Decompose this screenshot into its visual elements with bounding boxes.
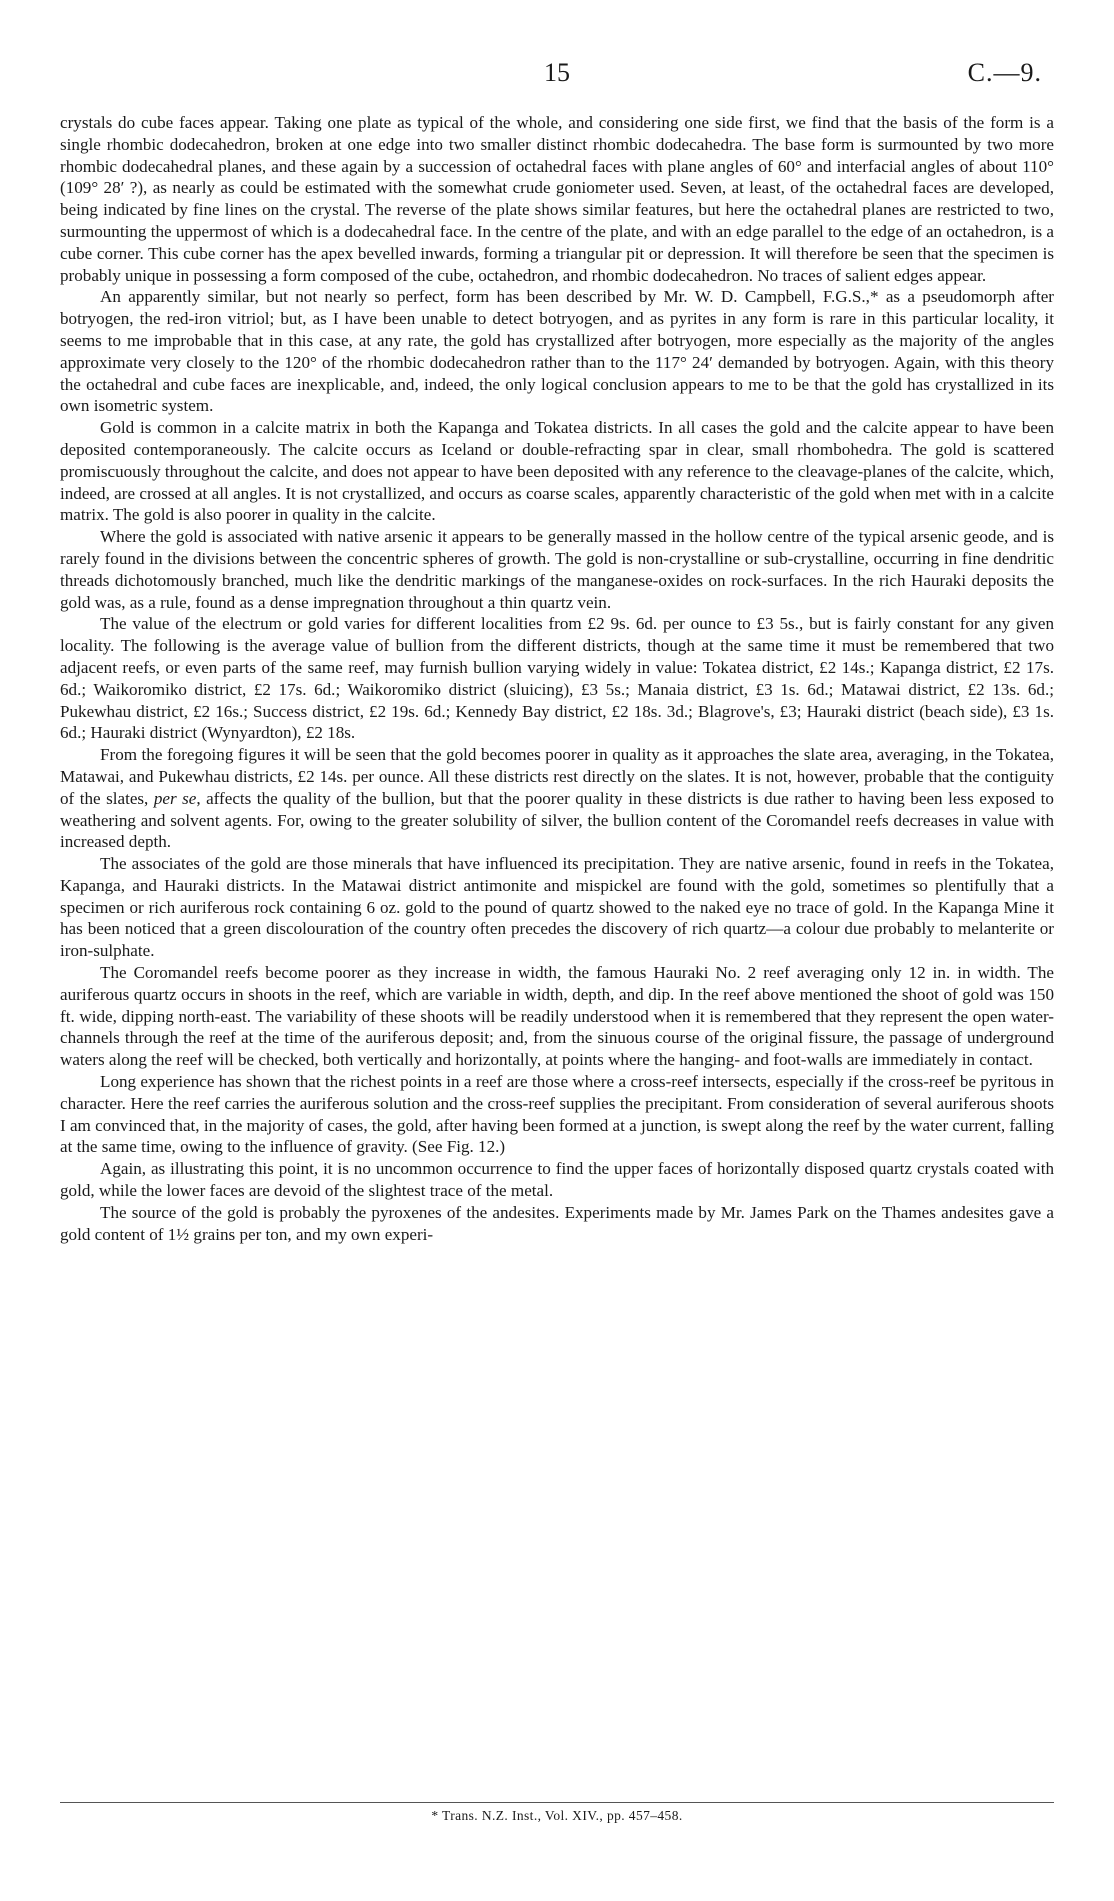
paragraph: An apparently similar, but not nearly so perfect, form has been described by Mr. W. D. Campbell, F.G.S.,* as a pseudomorph after botryogen, the red-iron vitriol; but, as I have been unable to detect botryogen, and as pyrites in any form is rare in this particular locality, it seems to me improbable that in this case, at any rate, the gold has crystallized after botryogen, more especially as the majority of the angles approximate very closely to the 120° of the rhombic dodecahedron rather than to the 117° 24′ demanded by botryogen. Again, with this theory the octahedral and cube faces are inexplicable, and, indeed, the only logical conclusion appears to me to be that the gold has crystallized in its own isometric system. <box>60 287 1054 416</box>
paragraph: The source of the gold is probably the pyroxenes of the andesites. Experiments made by Mr. James Park on the Thames andesites gave a gold content of 1½ grains per ton, and my own experi- <box>60 1202 1054 1244</box>
paragraph: Long experience has shown that the richest points in a reef are those where a cross-reef intersects, especially if the cross-reef be pyritous in character. Here the reef carries the auriferous solution and the cross-reef supplies the precipitant. From consideration of several auriferous shoots I am convinced that, in the majority of cases, the gold, after having been formed at a junction, is swept along the reef by the water current, falling at the same time, owing to the influence of gravity. (See Fig. 12.) <box>60 1072 1054 1157</box>
paragraph: The associates of the gold are those minerals that have influenced its precipitation. They are native arsenic, found in reefs in the Tokatea, Kapanga, and Hauraki districts. In the Matawai district antimonite and mispickel are found with the gold, sometimes so plentifully that a specimen or rich auriferous rock containing 6 oz. gold to the pound of quartz showed to the naked eye no trace of gold. In the Kapanga Mine it has been noticed that a green discolouration of the country often precedes the discovery of rich quartz—a colour due probably to melanterite or iron-sulphate. <box>60 854 1054 961</box>
document-code: C.—9. <box>967 58 1042 87</box>
paragraph: Again, as illustrating this point, it is no uncommon occurrence to find the upper faces of horizontally disposed quartz crystals coated with gold, while the lower faces are devoid of the slightest trace of the metal. <box>60 1159 1054 1201</box>
footnote-divider <box>60 1802 1054 1803</box>
page-header <box>60 58 1054 98</box>
italic-phrase: per se <box>153 788 197 808</box>
body-text <box>60 112 1054 1245</box>
paragraph: Where the gold is associated with native arsenic it appears to be generally massed in the hollow centre of the typical arsenic geode, and is rarely found in the divisions between the concentric spheres of growth. The gold is non-crystalline or sub-crystalline, occurring in fine dendritic threads dichotomously branched, much like the dendritic markings of the manganese-oxides on rock-surfaces. In the rich Hauraki deposits the gold was, as a rule, found as a dense impregnation throughout a thin quartz vein. <box>60 527 1054 612</box>
footnote: * Trans. N.Z. Inst., Vol. XIV., pp. 457–458. <box>431 1808 683 1823</box>
paragraph: The Coromandel reefs become poorer as they increase in width, the famous Hauraki No. 2 reef averaging only 12 in. in width. The auriferous quartz occurs in shoots in the reef, which are variable in width, depth, and dip. In the reef above mentioned the shoot of gold was 150 ft. wide, dipping north-east. The variability of these shoots will be readily understood when it is remembered that they represent the open water-channels through the reef at the time of the auriferous deposit; and, from the sinuous course of the original fissure, the passage of underground waters along the reef will be checked, both vertically and horizontally, at points where the hanging- and foot-walls are immediately in contact. <box>60 963 1054 1070</box>
paragraph: Gold is common in a calcite matrix in both the Kapanga and Tokatea districts. In all cases the gold and the calcite appear to have been deposited contemporaneously. The calcite occurs as Iceland or double-refracting spar in clear, small rhombohedra. The gold is scattered promiscuously throughout the calcite, and does not appear to have been deposited with any reference to the cleavage-planes of the calcite, which, indeed, are crossed at all angles. It is not crystallized, and occurs as coarse scales, apparently characteristic of the gold when met with in a calcite matrix. The gold is also poorer in quality in the calcite. <box>60 418 1054 525</box>
paragraph: From the foregoing figures it will be seen that the gold becomes poorer in quality as it approaches the slate area, averaging, in the Tokatea, Matawai, and Pukewhau districts, £2 14s. per ounce. All these districts rest directly on the slates. It is not, however, probable that the contiguity of the slates, per se, affects the quality of the bullion, but that the poorer quality in these districts is due rather to having been less exposed to weathering and solvent agents. For, owing to the greater solubility of silver, the bullion content of the Coromandel reefs decreases in value with increased depth. <box>60 745 1054 852</box>
page-number: 15 <box>544 58 570 87</box>
paragraph: crystals do cube faces appear. Taking one plate as typical of the whole, and considering one side first, we find that the basis of the form is a single rhombic dodecahedron, broken at one edge into two smaller distinct rhombic dodecahedra. The base form is surmounted by two more rhombic dodecahedral planes, and these again by a succession of octahedral faces with plane angles of 60° and interfacial angles of about 110° (109° 28′ ?), as nearly as could be estimated with the somewhat crude goniometer used. Seven, at least, of the octahedral faces are developed, being indicated by fine lines on the crystal. The reverse of the plate shows similar features, but here the octahedral planes are restricted to two, surmounting the uppermost of which is a dodecahedral face. In the centre of the plate, and with an edge parallel to the edge of an octahedron, is a cube corner. This cube corner has the apex bevelled inwards, forming a triangular pit or depression. It will therefore be seen that the specimen is probably unique in possessing a form composed of the cube, octahedron, and rhombic dodecahedron. No traces of salient edges appear. <box>60 113 1054 285</box>
paragraph: The value of the electrum or gold varies for different localities from £2 9s. 6d. per ounce to £3 5s., but is fairly constant for any given locality. The following is the average value of bullion from the different districts, though at the same time it must be remembered that two adjacent reefs, or even parts of the same reef, may furnish bullion varying widely in value: Tokatea district, £2 14s.; Kapanga district, £2 17s. 6d.; Waikoromiko district, £2 17s. 6d.; Waikoromiko district (sluicing), £3 5s.; Manaia district, £3 1s. 6d.; Matawai district, £2 13s. 6d.; Pukewhau district, £2 16s.; Success district, £2 19s. 6d.; Kennedy Bay district, £2 18s. 3d.; Blagrove's, £3; Hauraki district (beach side), £3 1s. 6d.; Hauraki district (Wynyardton), £2 18s. <box>60 614 1054 743</box>
